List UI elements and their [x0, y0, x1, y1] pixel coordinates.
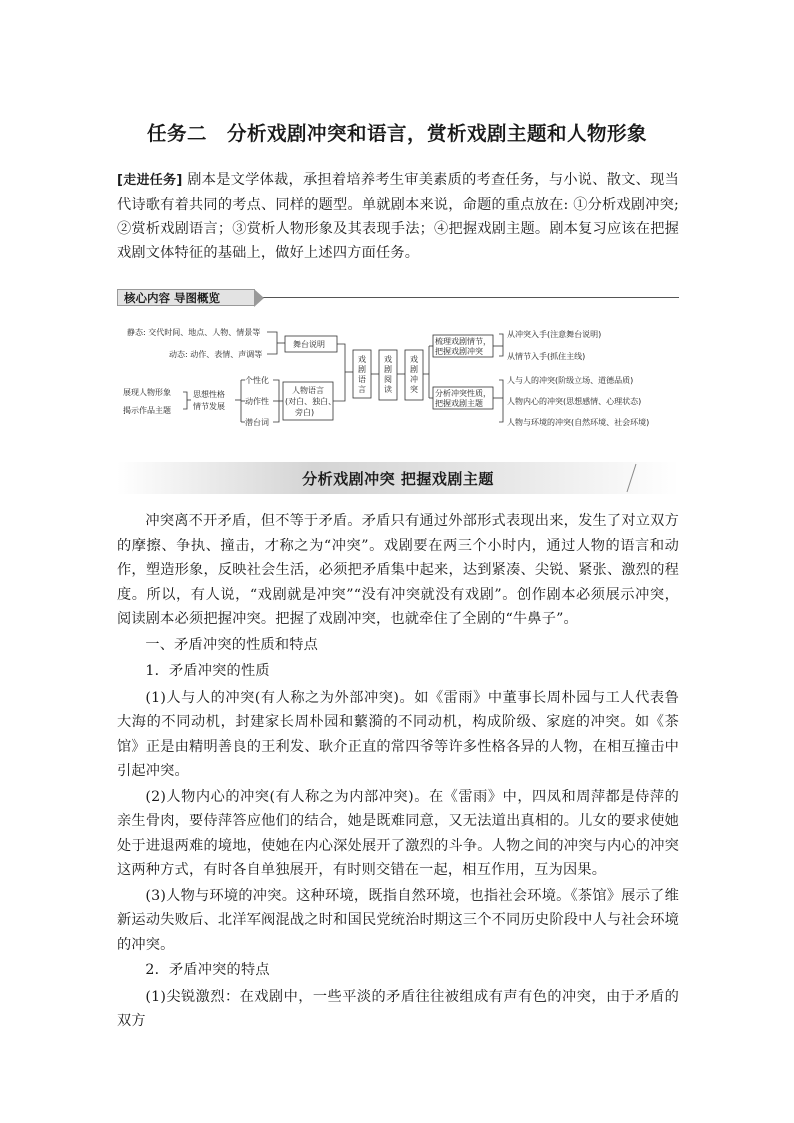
banner-slash-icon	[625, 462, 637, 494]
diagram-from-plot: 从情节入手(抓住主线)	[507, 352, 586, 361]
heading-nature: 1．矛盾冲突的性质	[145, 663, 270, 679]
section-title: 分析戏剧冲突 把握戏剧主题	[302, 470, 494, 488]
diagram-dynamic: 动态: 动作、表情、声调等	[169, 350, 263, 359]
diagram-subtext: 潜台词	[245, 418, 269, 427]
mind-map-diagram	[117, 318, 679, 436]
diagram-stage: 舞台说明	[293, 340, 325, 349]
diagram-drama-lang: 戏剧语言	[358, 355, 366, 394]
diagram-analyze-1: 分析冲突性质，	[435, 389, 491, 398]
diagram-char-lang: 人物语言	[292, 386, 324, 395]
heading-nature-features: 一、矛盾冲突的性质和特点	[145, 636, 319, 653]
diagram-relation-2: 人物内心的冲突(思想感情、心理状态)	[507, 397, 642, 406]
diagram-reveal-theme: 揭示作品主题	[123, 406, 171, 415]
section-banner	[117, 462, 679, 494]
diagram-char-lang-sub2: 旁白)	[295, 408, 315, 417]
diagram-individual: 个性化	[245, 376, 269, 385]
core-content-bar	[117, 289, 679, 309]
body-paragraph-2: (1)人与人的冲突(有人称之为外部冲突)。如《雷雨》中董事长周朴园与工人代表鲁大海的不同动机，封建家长周朴园和蘩漪的不同动机，构成阶级、家庭的冲突。如《茶馆》正是由精明善良的王利发、耿介正直的常四爷等许多性格各异的人物，在相互撞击中引起冲突。	[117, 689, 679, 779]
diagram-from-conflict: 从冲突入手(注意舞台说明)	[507, 330, 602, 339]
diagram-relation-1: 人与人的冲突(阶级立场、道德品质)	[507, 376, 634, 385]
page-title: 任务二 分析戏剧冲突和语言，赏析戏剧主题和人物形象	[146, 122, 647, 145]
diagram-static: 静态: 交代时间、地点、人物、情景等	[127, 328, 261, 337]
body-text	[117, 509, 679, 1035]
diagram-analyze-2: 把握戏剧主题	[435, 399, 483, 408]
diagram-char-lang-sub1: (对白、独白、	[285, 397, 337, 406]
diagram-drama-read: 戏剧阅读	[384, 355, 392, 394]
diagram-drama-conflict: 戏剧冲突	[410, 355, 418, 394]
body-paragraph-1: 冲突离不开矛盾，但不等于矛盾。矛盾只有通过外部形式表现出来，发生了对立双方的摩擦、争执、撞击，才称之为“冲突”。戏剧要在两三个小时内，通过人物的语言和动作，塑造形象，反映社会生活，必须把矛盾集中起来，达到紧凑、尖锐、紧张、激烈的程度。所以，有人说，“戏剧就是冲突”“没有冲突就没有戏剧”。创作剧本必须展示冲突，阅读剧本必须把握冲突。把握了戏剧冲突，也就牵住了全剧的“牛鼻子”。	[117, 513, 679, 627]
body-paragraph-5: (1)尖锐激烈：在戏剧中，一些平淡的矛盾往往被组成有声有色的冲突，由于矛盾的双方	[117, 988, 679, 1029]
intro-paragraph	[117, 168, 679, 265]
diagram-sort-plot-2: 把握戏剧冲突	[435, 347, 483, 356]
diagram-thought: 思想性格	[193, 390, 225, 399]
intro-text: 剧本是文学体裁，承担着培养考生审美素质的考查任务，与小说、散文、现当代诗歌有着共同的考点、同样的题型。单就剧本来说，命题的重点放在: ①分析戏剧冲突; ②赏析戏剧语言；③赏析人物形象及其表现手法；④把握戏剧主题。剧本复习应该在把握戏剧文体特征的基础上，做好上述四方面任务。	[117, 172, 679, 261]
diagram-plot: 情节发展	[193, 402, 225, 411]
heading-features: 2．矛盾冲突的特点	[145, 962, 270, 978]
diagram-action: 动作性	[245, 397, 269, 406]
core-content-label: 核心内容 导图概览	[117, 289, 255, 306]
body-paragraph-4: (3)人物与环境的冲突。这种环境，既指自然环境，也指社会环境。《茶馆》展示了维新运动失败后、北洋军阀混战之时和国民党统治时期这三个不同历史阶段中人与社会环境的冲突。	[117, 887, 679, 953]
intro-tag: [走进任务]	[117, 173, 183, 188]
diagram-sort-plot-1: 梳理戏剧情节，	[435, 337, 491, 346]
diagram-relation-3: 人物与环境的冲突(自然环境、社会环境)	[507, 418, 650, 427]
diagram-show-person: 展现人物形象	[123, 388, 171, 397]
body-paragraph-3: (2)人物内心的冲突(有人称之为内部冲突)。在《雷雨》中，四凤和周萍都是侍萍的亲生骨肉，要侍萍答应他们的结合，她是既难同意，又无法道出真相的。儿女的要求使她处于进退两难的境地，使她在内心深处展开了激烈的斗争。人物之间的冲突与内心的冲突这两种方式，有时各自单独展开，有时则交错在一起，相互作用，互为因果。	[117, 788, 679, 878]
